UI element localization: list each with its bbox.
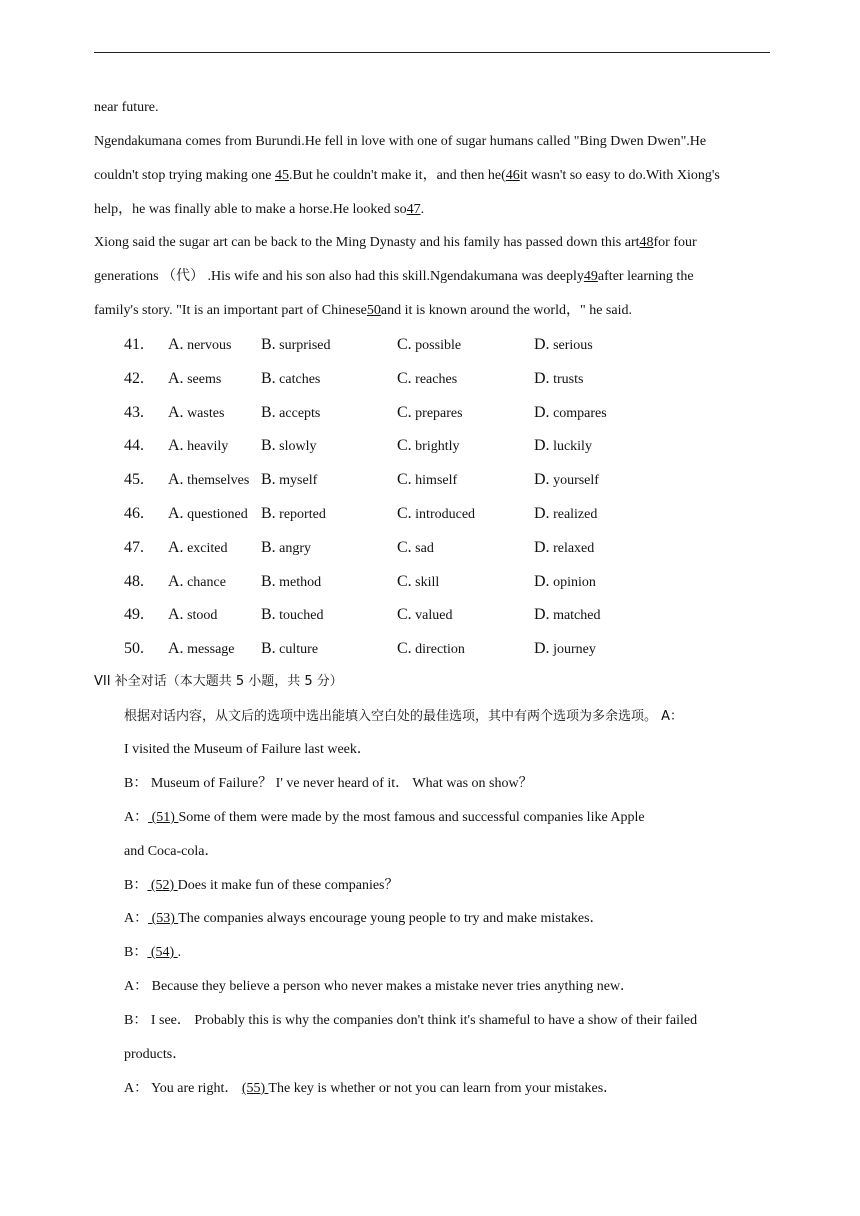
option-text: seems xyxy=(187,371,222,387)
option-text: catches xyxy=(279,371,321,387)
option-text: valued xyxy=(415,608,453,624)
option-text: possible xyxy=(415,338,462,353)
question-number: 45. xyxy=(124,471,144,489)
passage-line-6: generations （代） .His wife and his son also had this skill.Ngendakumana was deeply49after learning the xyxy=(94,269,694,284)
blank-49: 49 xyxy=(583,269,598,284)
option-letter: A. xyxy=(168,403,184,421)
option-a xyxy=(168,436,228,457)
option-letter: A. xyxy=(168,336,184,353)
option-letter: C. xyxy=(397,437,412,455)
option-b xyxy=(261,538,311,559)
option-text: realized xyxy=(553,507,598,522)
blank-48: 48 xyxy=(639,235,654,250)
option-a xyxy=(168,605,217,626)
option-letter: A. xyxy=(168,369,184,387)
option-text: method xyxy=(279,574,322,590)
option-b xyxy=(261,504,326,525)
option-c xyxy=(397,538,434,559)
option-text: wastes xyxy=(187,405,225,421)
option-text: compares xyxy=(553,405,607,421)
option-text: serious xyxy=(553,338,593,353)
option-a xyxy=(168,572,226,593)
option-d xyxy=(534,605,600,626)
option-text: chance xyxy=(187,574,226,590)
question-number: 41. xyxy=(124,336,144,353)
option-letter: C. xyxy=(397,606,412,624)
option-c xyxy=(397,335,461,356)
blank-54: (54) xyxy=(147,945,178,960)
option-text: accepts xyxy=(279,405,321,421)
option-letter: B. xyxy=(261,369,276,387)
option-text: skill xyxy=(415,574,440,590)
option-text: nervous xyxy=(187,338,232,353)
option-b xyxy=(261,436,317,457)
option-letter: C. xyxy=(397,403,412,421)
dialogue-line-5: A： (53) The companies always encourage young people to try and make mistakes． xyxy=(124,911,604,926)
option-text: sad xyxy=(415,540,434,556)
option-d xyxy=(534,470,599,491)
option-b xyxy=(261,470,317,491)
passage-line-2: Ngendakumana comes from Burundi.He fell in love with one of sugar humans called "Bing Dwen Dwen".He xyxy=(94,134,707,149)
question-number: 43. xyxy=(124,403,144,421)
option-b xyxy=(261,605,324,626)
option-letter: A. xyxy=(168,471,184,489)
option-b xyxy=(261,403,320,424)
question-number: 44. xyxy=(124,437,144,455)
option-letter: C. xyxy=(397,369,412,387)
dialogue-line-9: A： You are right． (55) The key is whether or not you can learn from your mistakes． xyxy=(124,1081,618,1096)
option-d xyxy=(534,538,594,559)
option-text: prepares xyxy=(415,405,463,421)
option-letter: B. xyxy=(261,437,276,455)
option-letter: B. xyxy=(261,471,276,489)
dialogue-line-3: A： (51) Some of them were made by the most famous and successful companies like Apple xyxy=(124,810,645,825)
option-b xyxy=(261,639,318,660)
option-letter: B. xyxy=(261,505,276,522)
option-letter: A. xyxy=(168,505,184,522)
blank-53: (53) xyxy=(148,911,179,926)
header-rule xyxy=(94,52,770,53)
option-text: relaxed xyxy=(553,540,595,556)
option-text: brightly xyxy=(415,439,460,455)
option-b xyxy=(261,335,331,356)
option-text: trusts xyxy=(553,371,584,387)
option-text: questioned xyxy=(187,507,248,522)
option-text: surprised xyxy=(279,338,331,353)
question-number: 46. xyxy=(124,505,144,522)
option-text: slowly xyxy=(279,439,317,455)
blank-52: (52) xyxy=(147,878,178,893)
passage-line-3: couldn't stop trying making one 45.But he couldn't make it，and then he(46it wasn't so easy to do.With Xiong's xyxy=(94,168,720,183)
question-number: 49. xyxy=(124,606,144,624)
option-text: touched xyxy=(279,608,324,624)
blank-47: 47 xyxy=(406,202,421,217)
option-a xyxy=(168,335,231,356)
option-text: introduced xyxy=(415,507,476,522)
option-text: angry xyxy=(279,540,312,556)
dialogue-line-2: B： Museum of Failure？ I' ve never heard of it． What was on show？ xyxy=(124,776,533,791)
option-b xyxy=(261,369,320,390)
option-c xyxy=(397,470,457,491)
dialogue-line-7: A： Because they believe a person who never makes a mistake never tries anything new． xyxy=(124,979,635,994)
option-d xyxy=(534,504,597,525)
option-d xyxy=(534,369,583,390)
option-letter: C. xyxy=(397,471,412,489)
option-text: culture xyxy=(279,642,319,658)
question-number: 42. xyxy=(124,369,144,387)
section-title: VII 补全对话（本大题共 5 小题，共 5 分） xyxy=(94,674,343,689)
option-letter: D. xyxy=(534,369,550,387)
option-b xyxy=(261,572,321,593)
option-a xyxy=(168,403,224,424)
question-number: 48. xyxy=(124,572,144,590)
option-letter: D. xyxy=(534,572,550,590)
option-text: matched xyxy=(553,608,601,624)
dialogue-line-4: B： (52) Does it make fun of these companies？ xyxy=(124,878,399,893)
option-text: journey xyxy=(553,642,596,658)
option-d xyxy=(534,436,592,457)
option-text: heavily xyxy=(187,439,229,455)
option-text: luckily xyxy=(553,439,592,455)
blank-55: (55) xyxy=(241,1081,269,1096)
option-a xyxy=(168,504,248,525)
option-letter: C. xyxy=(397,538,412,556)
option-letter: D. xyxy=(534,471,550,489)
option-letter: D. xyxy=(534,538,550,556)
option-text: direction xyxy=(415,642,465,658)
option-text: yourself xyxy=(553,473,599,489)
option-text: myself xyxy=(279,473,318,489)
dialogue-line-6: B： (54) . xyxy=(124,945,182,960)
option-text: reported xyxy=(279,507,326,522)
option-c xyxy=(397,504,475,525)
option-letter: C. xyxy=(397,572,412,590)
option-letter: A. xyxy=(168,437,184,455)
option-letter: D. xyxy=(534,606,550,624)
blank-45: 45 xyxy=(275,168,290,183)
option-letter: A. xyxy=(168,538,184,556)
option-c xyxy=(397,403,463,424)
option-a xyxy=(168,369,221,390)
option-d xyxy=(534,572,596,593)
option-letter: B. xyxy=(261,572,276,590)
option-c xyxy=(397,436,460,457)
option-a xyxy=(168,639,235,660)
option-text: excited xyxy=(187,540,228,556)
dialogue-line-8-cont: products． xyxy=(124,1047,187,1062)
option-c xyxy=(397,572,439,593)
option-letter: C. xyxy=(397,505,412,522)
option-letter: D. xyxy=(534,505,550,522)
option-letter: D. xyxy=(534,640,550,658)
option-text: opinion xyxy=(553,574,596,590)
option-text: message xyxy=(187,642,235,658)
option-letter: A. xyxy=(168,640,184,658)
option-letter: B. xyxy=(261,606,276,624)
option-letter: C. xyxy=(397,640,412,658)
passage-line-5: Xiong said the sugar art can be back to the Ming Dynasty and his family has passed down this art48for four xyxy=(94,235,697,250)
option-d xyxy=(534,403,607,424)
question-number: 50. xyxy=(124,640,144,658)
option-text: themselves xyxy=(187,473,250,489)
option-text: stood xyxy=(187,608,218,624)
dialogue-line-3-cont: and Coca-cola． xyxy=(124,844,219,859)
option-a xyxy=(168,470,249,491)
option-letter: B. xyxy=(261,640,276,658)
blank-51: (51) xyxy=(148,810,179,825)
option-d xyxy=(534,335,593,356)
option-text: reaches xyxy=(415,371,458,387)
option-text: himself xyxy=(415,473,458,489)
option-letter: B. xyxy=(261,336,276,353)
option-letter: D. xyxy=(534,336,550,353)
question-number: 47. xyxy=(124,538,144,556)
passage-line-1: near future. xyxy=(94,100,159,115)
option-letter: B. xyxy=(261,403,276,421)
dialogue-line-8: B： I see． Probably this is why the companies don't think it's shameful to have a show of their failed xyxy=(124,1013,698,1028)
blank-46: 46 xyxy=(505,168,520,183)
dialogue-line-1: I visited the Museum of Failure last week． xyxy=(124,742,371,757)
option-c xyxy=(397,605,453,626)
option-c xyxy=(397,639,465,660)
option-letter: D. xyxy=(534,437,550,455)
passage-line-4: help，he was finally able to make a horse.He looked so47. xyxy=(94,202,425,217)
option-letter: D. xyxy=(534,403,550,421)
option-a xyxy=(168,538,227,559)
option-letter: C. xyxy=(397,336,412,353)
option-d xyxy=(534,639,596,660)
passage-line-7: family's story. "It is an important part of Chinese50and it is known around the world，" he said. xyxy=(94,303,632,318)
option-c xyxy=(397,369,457,390)
option-letter: B. xyxy=(261,538,276,556)
blank-50: 50 xyxy=(366,303,381,318)
option-letter: A. xyxy=(168,572,184,590)
option-letter: A. xyxy=(168,606,184,624)
section-instruction: 根据对话内容，从文后的选项中选出能填入空白处的最佳选项，其中有两个选项为多余选项。 A： xyxy=(124,709,684,724)
